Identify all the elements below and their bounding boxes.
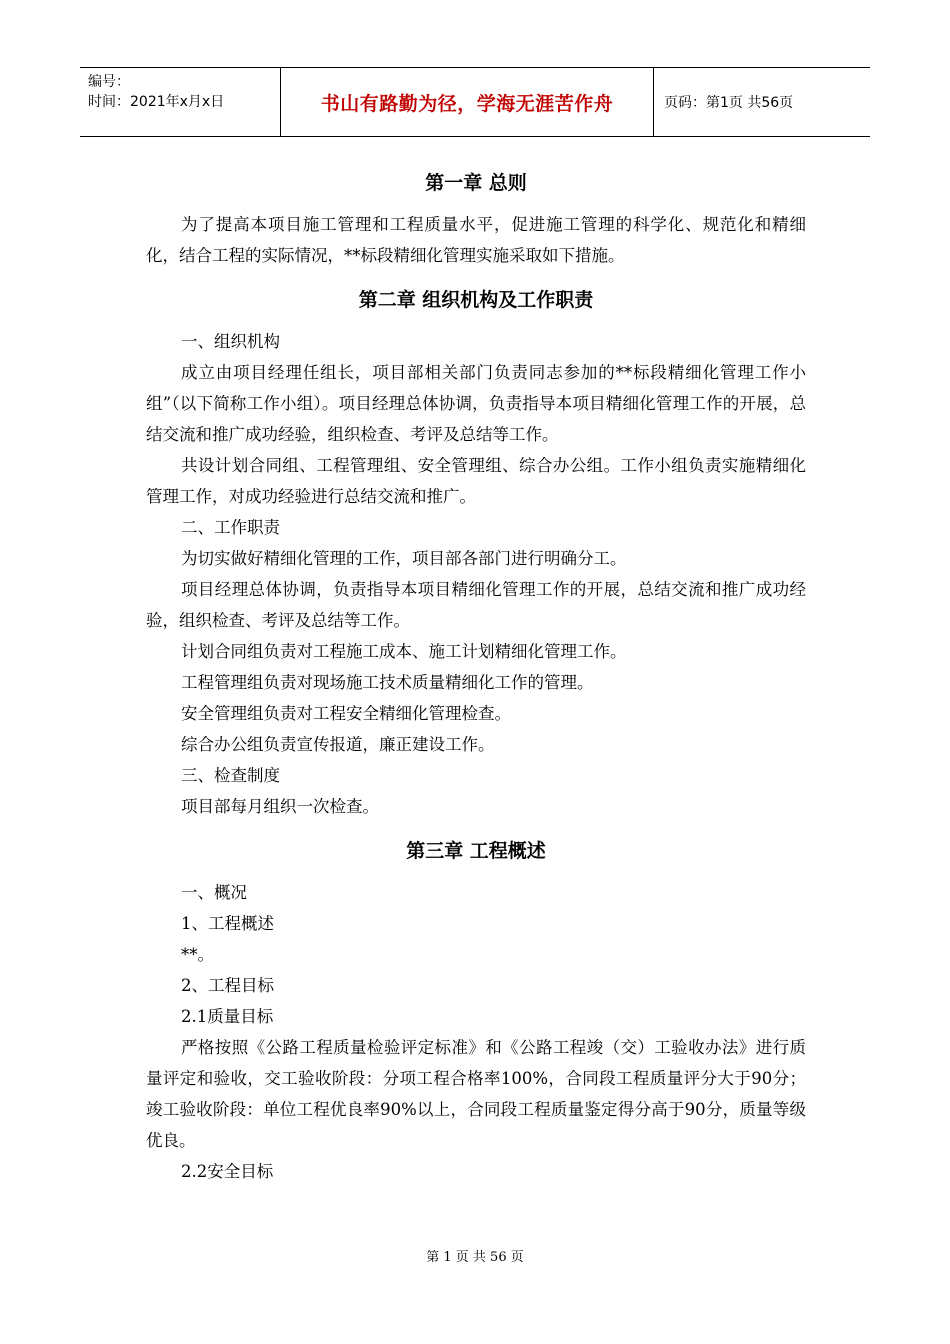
paragraph: 为了提高本项目施工管理和工程质量水平，促进施工管理的科学化、规范化和精细化，结合工程的实际情况，**标段精细化管理实施采取如下措施。 <box>146 215 806 265</box>
section-heading: 一、组织机构 <box>181 332 280 351</box>
section-heading: 一、概况 <box>181 883 247 902</box>
paragraph: 安全管理组负责对工程安全精细化管理检查。 <box>181 704 511 723</box>
page-footer: 第 1 页 共 56 页 <box>426 1250 524 1265</box>
paragraph: 综合办公组负责宣传报道，廉正建设工作。 <box>181 735 495 754</box>
section-heading: 三、检查制度 <box>181 766 280 785</box>
paragraph: 项目部每月组织一次检查。 <box>181 797 379 816</box>
paragraph: 严格按照《公路工程质量检验评定标准》和《公路工程竣（交）工验收办法》进行质量评定和验收，交工验收阶段：分项工程合格率100%，合同段工程质量评分大于90分；竣工验收阶段：单位工程优良率90%以上，合同段工程质量鉴定得分高于90分，质量等级优良。 <box>146 1038 806 1150</box>
document-body <box>146 168 806 1187</box>
page-header <box>80 67 870 137</box>
header-motto: 书山有路勤为径，学海无涯苦作舟 <box>281 68 654 136</box>
subsection-heading: 1、工程概述 <box>181 914 274 933</box>
chapter-2-title: 第二章 组织机构及工作职责 <box>358 289 594 311</box>
paragraph: 共设计划合同组、工程管理组、安全管理组、综合办公组。工作小组负责实施精细化管理工作，对成功经验进行总结交流和推广。 <box>146 456 806 506</box>
paragraph: 计划合同组负责对工程施工成本、施工计划精细化管理工作。 <box>181 642 627 661</box>
subsection-heading: 2.1质量目标 <box>181 1007 274 1026</box>
paragraph: 为切实做好精细化管理的工作，项目部各部门进行明确分工。 <box>181 549 627 568</box>
section-heading: 二、工作职责 <box>181 518 280 537</box>
paragraph: 工程管理组负责对现场施工技术质量精细化工作的管理。 <box>181 673 594 692</box>
chapter-3-title: 第三章 工程概述 <box>406 840 546 862</box>
header-meta <box>80 68 281 136</box>
document-time: 时间：2021年x月x日 <box>88 94 225 110</box>
subsection-heading: 2.2安全目标 <box>181 1162 274 1181</box>
header-page-info: 页码：第1页 共56页 <box>664 95 794 111</box>
subsection-heading: 2、工程目标 <box>181 976 274 995</box>
chapter-1-title: 第一章 总则 <box>425 172 527 194</box>
paragraph: **。 <box>181 945 214 964</box>
paragraph: 项目经理总体协调，负责指导本项目精细化管理工作的开展，总结交流和推广成功经验，组织检查、考评及总结等工作。 <box>146 580 806 630</box>
document-number: 编号： <box>88 74 130 90</box>
paragraph: 成立由项目经理任组长，项目部相关部门负责同志参加的**标段精细化管理工作小组”（以下简称工作小组）。项目经理总体协调，负责指导本项目精细化管理工作的开展，总结交流和推广成功经验，组织检查、考评及总结等工作。 <box>146 363 806 444</box>
